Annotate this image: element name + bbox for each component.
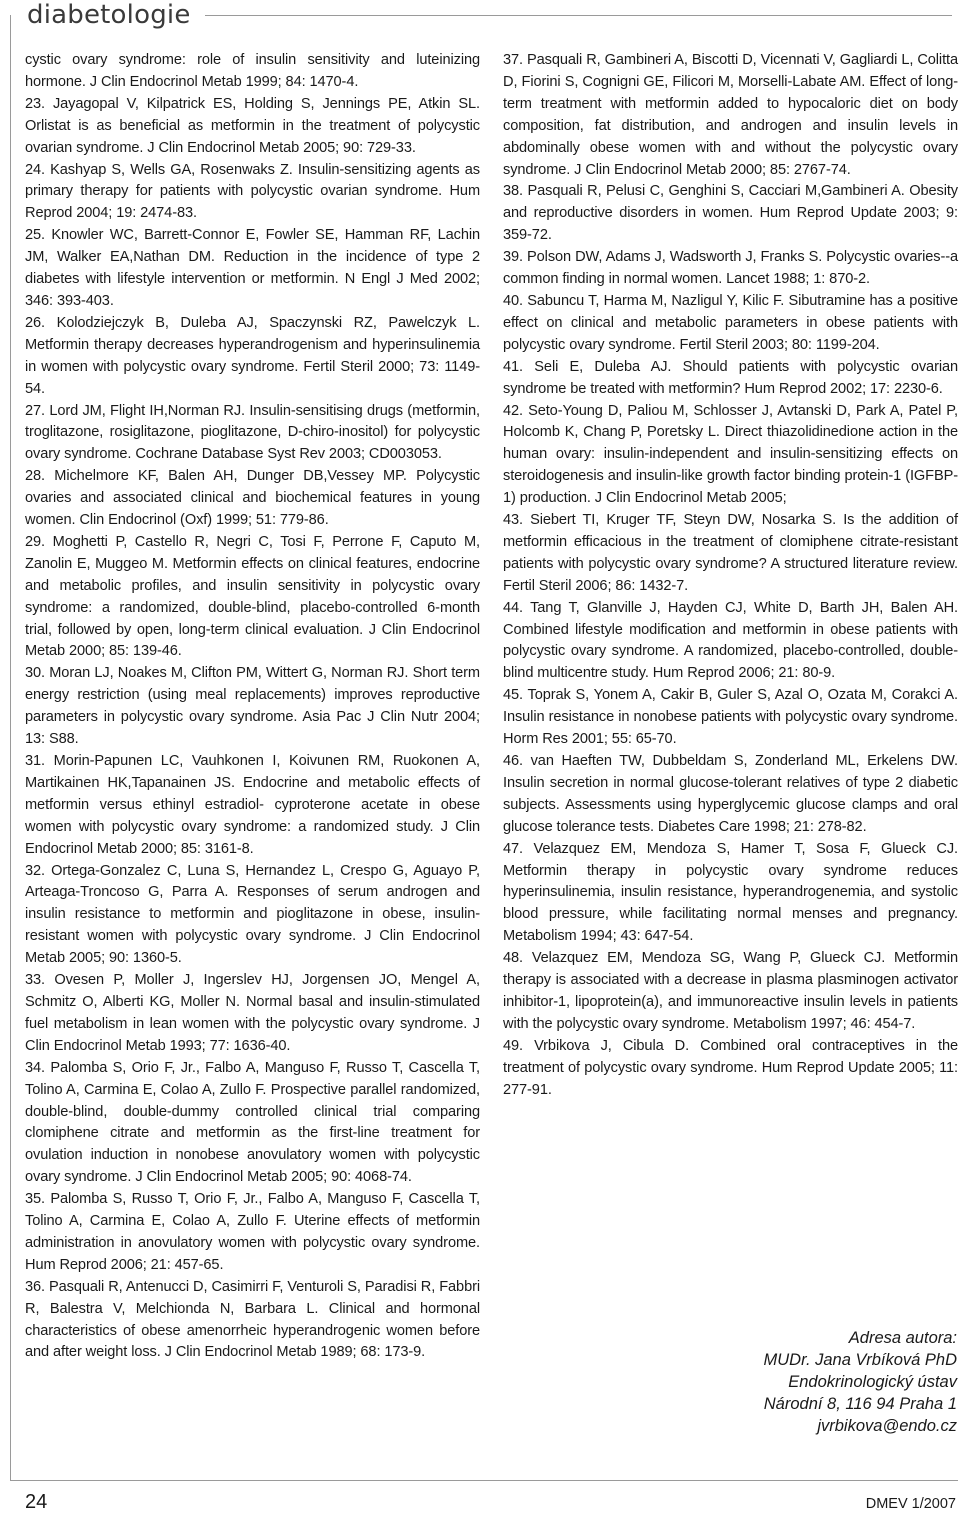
frame-bottom-rule bbox=[10, 1480, 958, 1481]
reference-entry: cystic ovary syndrome: role of insulin sensitivity and luteinizing hormone. J Clin Endocrinol Metab 1999; 84: 1470-4. bbox=[25, 52, 480, 90]
reference-entry: 35. Palomba S, Russo T, Orio F, Jr., Falbo A, Manguso F, Cascella T, Tolino A, Carmina E, Colao A, Zullo F. Uterine effects of metformin administration in anovulatory women with polycystic ovary syndrome. Hum Reprod 2006; 21: 457-65. bbox=[25, 1191, 480, 1273]
reference-entry: 48. Velazquez EM, Mendoza SG, Wang P, Glueck CJ. Metformin therapy is associated with a decrease in plasma plasminogen activator inhibitor-1, lipoprotein(a), and immunoreactive insulin levels in patients with the polycystic ovary syndrome. Metabolism 1997; 46: 454-7. bbox=[503, 950, 958, 1032]
section-title: diabetologie bbox=[27, 0, 191, 30]
reference-entry: 24. Kashyap S, Wells GA, Rosenwaks Z. Insulin-sensitizing agents as primary therapy for patients with polycystic ovarian syndrome. Hum Reprod 2004; 19: 2474-83. bbox=[25, 161, 480, 222]
reference-entry: 26. Kolodziejczyk B, Duleba AJ, Spaczynski RZ, Pawelczyk L. Metformin therapy decreases hyperandrogenism and hyperinsulinemia in women with polycystic ovary syndrome. Fertil Steril 2000; 73: 1149-54. bbox=[25, 314, 480, 397]
reference-entry: 33. Ovesen P, Moller J, Ingerslev HJ, Jorgensen JO, Mengel A, Schmitz O, Alberti KG, Moller N. Normal basal and insulin-stimulated fuel metabolism in lean women with the polycystic ovary syndrome. J Clin Endocrinol Metab 1993; 77: 1636-40. bbox=[25, 972, 480, 1054]
header-rule bbox=[205, 15, 952, 16]
reference-entry: 47. Velazquez EM, Mendoza S, Hamer T, Sosa F, Glueck CJ. Metformin therapy in polycystic ovary syndrome reduces hyperinsulinemia, insulin resistance, hyperandrogenemia, and systolic blood pressure, while facilitating normal menses and pregnancy. Metabolism 1994; 43: 647-54. bbox=[503, 840, 958, 945]
reference-entry: 37. Pasquali R, Gambineri A, Biscotti D, Vicennati V, Gagliardi L, Colitta D, Fiorini S, Cognigni GE, Filicori M, Morselli-Labate AM. Effect of long-term treatment with metformin added to hypocaloric diet on body composition, fat distribution, and androgen and insulin levels in abdominally obese women with and without the polycystic ovary syndrome. J Clin Endocrinol Metab 2000; 85: 2767-74. bbox=[503, 52, 958, 178]
page-header bbox=[0, 0, 960, 34]
reference-entry: 38. Pasquali R, Pelusi C, Genghini S, Cacciari M,Gambineri A. Obesity and reproductive disorders in women. Hum Reprod Update 2003; 9: 359-72. bbox=[503, 183, 958, 244]
reference-entry: 30. Moran LJ, Noakes M, Clifton PM, Wittert G, Norman RJ. Short term energy restriction (using meal replacements) improves reproductive parameters in polycystic ovary syndrome. Asia Pac J Clin Nutr 2004; 13: S88. bbox=[25, 665, 480, 748]
reference-entry: 29. Moghetti P, Castello R, Negri C, Tosi F, Perrone F, Caputo M, Zanolin E, Muggeo M. Metformin effects on clinical features, endocrine and metabolic profiles, and insulin sensitivity in polycystic ovary syndrome: a randomized, double-blind, placebo-controlled 6-month trial, followed by open, long-term clinical evaluation. J Clin Endocrinol Metab 2000; 85: 139-46. bbox=[25, 533, 480, 660]
reference-entry: 34. Palomba S, Orio F, Jr., Falbo A, Manguso F, Russo T, Cascella T, Tolino A, Carmina E, Colao A, Zullo F. Prospective parallel randomized, double-blind, double-dummy controlled clinical trial comparing clomiphene citrate and metformin as the first-line treatment for ovulation induction in nonobese anovulatory women with polycystic ovary syndrome. J Clin Endocrinol Metab 2005; 90: 4068-74. bbox=[25, 1059, 480, 1186]
journal-issue: DMEV 1/2007 bbox=[865, 1496, 956, 1512]
frame-left-rule bbox=[10, 15, 11, 1481]
reference-entry: 45. Toprak S, Yonem A, Cakir B, Guler S, Azal O, Ozata M, Corakci A. Insulin resistance in nonobese patients with polycystic ovary syndrome. Horm Res 2001; 55: 65-70. bbox=[503, 687, 958, 748]
reference-entry: 40. Sabuncu T, Harma M, Nazligul Y, Kilic F. Sibutramine has a positive effect on clinical and metabolic parameters in obese patients with polycystic ovary syndrome. Fertil Steril 2003; 80: 1199-204. bbox=[503, 292, 958, 353]
reference-entry: 46. van Haeften TW, Dubbeldam S, Zonderland ML, Erkelens DW. Insulin secretion in normal glucose-tolerant relatives of type 2 diabetic subjects. Assessments using hyperglycemic glucose clamps and oral glucose tolerance tests. Diabetes Care 1998; 21: 278-82. bbox=[503, 753, 958, 835]
reference-entry: 44. Tang T, Glanville J, Hayden CJ, White D, Barth JH, Balen AH. Combined lifestyle modification and metformin in obese patients with polycystic ovary syndrome. A randomized, placebo-controlled, double-blind multicentre study. Hum Reprod 2006; 21: 80-9. bbox=[503, 599, 958, 682]
reference-entry: 28. Michelmore KF, Balen AH, Dunger DB,Vessey MP. Polycystic ovaries and associated clinical and biochemical features in young women. Clin Endocrinol (Oxf) 1999; 51: 779-86. bbox=[25, 468, 480, 529]
reference-entry: 27. Lord JM, Flight IH,Norman RJ. Insulin-sensitising drugs (metformin, troglitazone, rosiglitazone, pioglitazone, D-chiro-inositol) for polycystic ovary syndrome. Cochrane Database Syst Rev 2003; CD003053. bbox=[25, 402, 480, 463]
author-name: MUDr. Jana Vrbíková PhD bbox=[763, 1351, 957, 1369]
page-number: 24 bbox=[25, 1491, 48, 1513]
author-email[interactable]: jvrbikova@endo.cz bbox=[817, 1417, 957, 1435]
reference-entry: 41. Seli E, Duleba AJ. Should patients with polycystic ovarian syndrome be treated with metformin? Hum Reprod 2002; 17: 2230-6. bbox=[503, 358, 958, 397]
address-label: Adresa autora: bbox=[848, 1329, 957, 1347]
reference-entry: 43. Siebert TI, Kruger TF, Steyn DW, Nosarka S. Is the addition of metformin efficacious in the treatment of clomiphene citrate-resistant patients with polycystic ovary syndrome? A structured literature review. Fertil Steril 2006; 86: 1432-7. bbox=[503, 512, 958, 594]
reference-entry: 39. Polson DW, Adams J, Wadsworth J, Franks S. Polycystic ovaries--a common finding in normal women. Lancet 1988; 1: 870-2. bbox=[503, 249, 958, 288]
reference-entry: 49. Vrbikova J, Cibula D. Combined oral contraceptives in the treatment of polycystic ovary syndrome. Hum Reprod Update 2005; 11: 277-91. bbox=[503, 1037, 958, 1098]
reference-entry: 23. Jayagopal V, Kilpatrick ES, Holding S, Jennings PE, Atkin SL. Orlistat is as beneficial as metformin in the treatment of polycystic ovarian syndrome. J Clin Endocrinol Metab 2005; 90: 729-33. bbox=[25, 95, 480, 156]
author-address bbox=[764, 1327, 958, 1437]
reference-entry: 36. Pasquali R, Antenucci D, Casimirri F, Venturoli S, Paradisi R, Fabbri R, Balestra V, Melchionda N, Barbara L. Clinical and hormonal characteristics of obese amenorrheic hyperandrogenic women before and after weight loss. J Clin Endocrinol Metab 1989; 68: 173-9. bbox=[25, 1278, 480, 1361]
author-street: Národní 8, 116 94 Praha 1 bbox=[763, 1395, 957, 1413]
author-institution: Endokrinologický ústav bbox=[788, 1373, 957, 1391]
references-right-column bbox=[503, 50, 958, 1102]
reference-entry: 25. Knowler WC, Barrett-Connor E, Fowler SE, Hamman RF, Lachin JM, Walker EA,Nathan DM. Reduction in the incidence of type 2 diabetes with lifestyle intervention or metformin. N Engl J Med 2002; 346: 393-403. bbox=[25, 227, 480, 309]
references-left-column bbox=[25, 50, 480, 1364]
reference-entry: 32. Ortega-Gonzalez C, Luna S, Hernandez L, Crespo G, Aguayo P, Arteaga-Troncoso G, Parra A. Responses of serum androgen and insulin resistance to metformin and pioglitazone in obese, insulin-resistant women with polycystic ovary syndrome. J Clin Endocrinol Metab 2005; 90: 1360-5. bbox=[25, 862, 480, 967]
reference-entry: 31. Morin-Papunen LC, Vauhkonen I, Koivunen RM, Ruokonen A, Martikainen HK,Tapanainen JS. Endocrine and metabolic effects of metformin versus ethinyl estradiol- cyproterone acetate in obese women with polycystic ovary syndrome: a randomized study. J Clin Endocrinol Metab 2000; 85: 3161-8. bbox=[25, 753, 480, 857]
reference-entry: 42. Seto-Young D, Paliou M, Schlosser J, Avtanski D, Park A, Patel P, Holcomb K, Chang P, Poretsky L. Direct thiazolidinedione action in the human ovary: insulin-independent and insulin-sensitizing effects on steroidogenesis and insulin-like growth factor binding protein-1 (IGFBP-1) production. J Clin Endocrinol Metab 2005; bbox=[503, 402, 958, 507]
